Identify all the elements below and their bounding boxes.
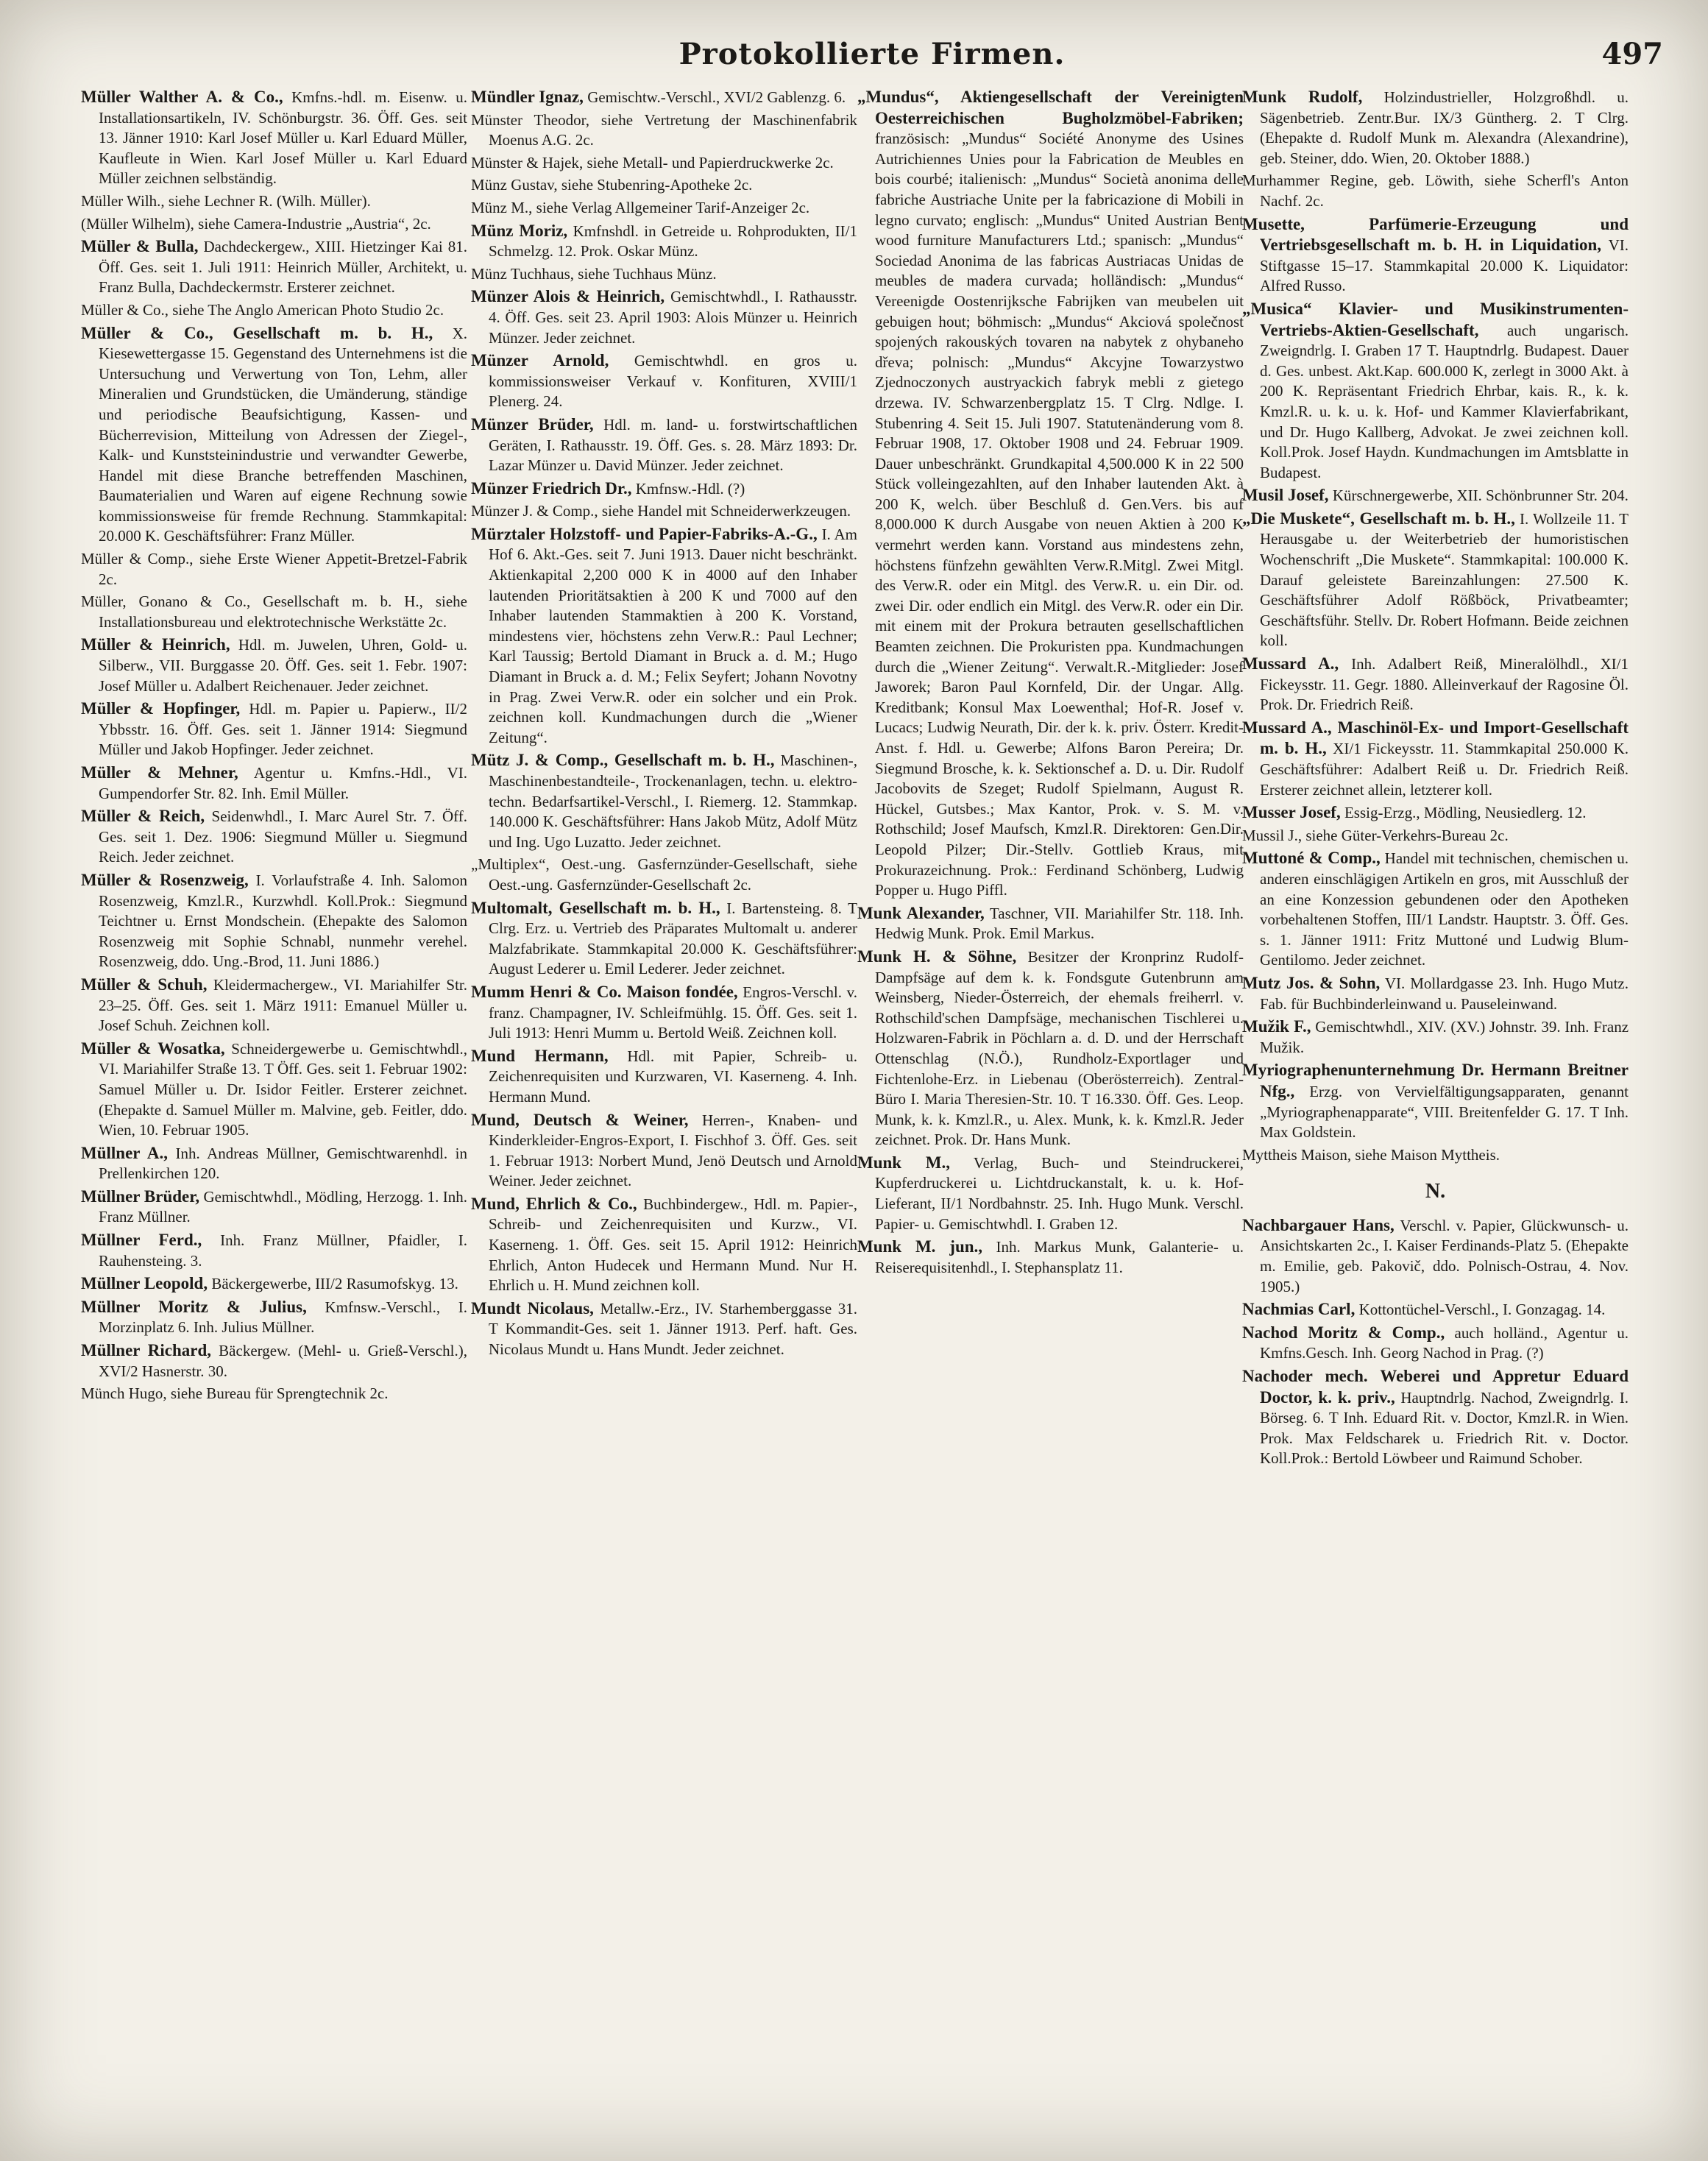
firm-name: Müller Walther A. & Co., (81, 88, 283, 106)
directory-entry (1242, 171, 1629, 211)
firm-name: Münzer Arnold, (471, 351, 609, 370)
entry-text: Agentur u. Kmfns.-Hdl., VI. Gumpendorfer Str. 82. Inh. Emil Müller. (99, 764, 467, 802)
firm-name: Myriographenunternehmung Dr. Hermann Breitner Nfg., (1242, 1061, 1629, 1100)
entry-text: I. Am Hof 6. Akt.-Ges. seit 7. Juni 1913. Dauer nicht beschränkt. Aktienkapital 2,200 000 K in 4000 auf den Inhaber lautenden Prioritätsaktien à 200 K und 7000 auf den Inhaber lautenden Stammaktien à 200 K. Vorstand, mindestens vier, höchstens zehn Verw.R.: Paul Lechner; Karl Taussig; Bertold Diamant in Bruck a. d. M.; Hugo Diamant in Bruck a. d. M.; Felix Seyfert; Johann Novotny in Prag. Zwei Verw.R. oder ein solcher und ein Prok. zeichnen koll. Kundmachungen durch die „Wiener Zeitung“. (489, 525, 857, 746)
firm-name: „Musica“ Klavier- und Musikinstrumenten-Vertriebs-Aktien-Gesellschaft, (1242, 299, 1629, 339)
firm-name: Mussard A., (1242, 654, 1339, 673)
entry-text: Müller & Comp., siehe Erste Wiener Appetit-Bretzel-Fabrik 2c. (81, 550, 467, 588)
firm-name: Munk M., (857, 1153, 950, 1172)
directory-entry (1242, 509, 1629, 651)
directory-entry (1242, 1366, 1629, 1469)
directory-entry (1242, 299, 1629, 483)
directory-entry (81, 698, 467, 760)
entry-text: X. Kiesewettergasse 15. Gegenstand des Unternehmens ist die Untersuchung und Verwertung von Ton, Lehm, aller Mineralien und Grundstücken, die Umänderung, ständige und periodische Beaufsichtigung, Kassen- und Bücherrevision, Mitteilung von Adressen der Ziegel-, Kalk- und Kunststeinindustrie und verwandter Gewerbe, Handel mit diese Branche betreffenden Maschinen, Baumaterialien und Waren auf eigene Rechnung sowie kommissionsweise für fremde Rechnung. Stammkapital: 20.000 K. Geschäftsführer: Franz Müller. (99, 324, 467, 545)
entry-text: Handel mit technischen, chemischen u. anderen einschlägigen Artikeln en gros, mit Ausschluß der an eine Konzession gebundenen oder den Apotheken vorbehaltenen Stoffen, III/1 Landstr. Hauptstr. 3. Öff. Ges. s. 1. Jänner 1911: Fritz Muttoné und Ludwig Blum-Gentilomo. Jeder zeichnet. (1260, 849, 1629, 969)
entry-text: Gemischtw.-Verschl., XVI/2 Gablenzg. 6. (587, 88, 846, 106)
firm-name: Muttoné & Comp., (1242, 849, 1381, 868)
entry-text: Münch Hugo, siehe Bureau für Sprengtechnik 2c. (81, 1384, 389, 1403)
firm-name: Mužik F., (1242, 1017, 1311, 1036)
directory-entry (81, 806, 467, 868)
firm-name: Müllner Richard, (81, 1341, 211, 1360)
firm-name: Müllner Brüder, (81, 1186, 200, 1206)
entry-text: Erzg. von Vervielfältigungsapparaten, genannt „Myriographenapparate“, VIII. Breitenfelder G. 17. T Inh. Max Goldstein. (1260, 1082, 1629, 1142)
directory-entry (1242, 718, 1629, 800)
directory-entry (81, 549, 467, 590)
firm-name: Mündler Ignaz, (471, 88, 584, 106)
directory-entry (471, 198, 857, 219)
firm-name: Müller & Reich, (81, 807, 205, 826)
directory-entry (471, 1298, 857, 1360)
entry-text: VI. Stiftgasse 15–17. Stammkapital 20.000 K. Liquidator: Alfred Russo. (1260, 236, 1629, 295)
directory-entry (471, 264, 857, 285)
directory-entry (857, 1153, 1244, 1234)
firm-name: Müller & Bulla, (81, 237, 199, 256)
directory-entry (81, 191, 467, 212)
directory-entry (81, 1039, 467, 1141)
firm-name: Müller & Rosenzweig, (81, 870, 249, 889)
entry-text: Hdl. m. Papier u. Papierw., II/2 Ybbsstr. 16. Öff. Ges. seit 1. Jänner 1914: Siegmund Müller und Jakob Hopfinger. Jeder zeichnet. (99, 700, 467, 759)
firm-name: Multomalt, Gesellschaft m. b. H., (471, 898, 720, 917)
entry-text: Verschl. v. Papier, Glückwunsch- u. Ansichtskarten 2c., I. Kaiser Ferdinands-Platz 5. (Ehepakte m. Emilie, geb. Pakovič, ddo. Polnisch-Ostrau, 4. Nov. 1905.) (1260, 1216, 1629, 1295)
directory-entry (857, 903, 1244, 944)
entry-text: Gemischtwhdl. en gros u. kommissionsweiser Verkauf v. Konfituren, XVIII/1 Plenerg. 24. (489, 352, 857, 411)
firm-name: Mürztaler Holzstoff- und Papier-Fabriks-A.-G., (471, 524, 818, 543)
directory-entry (81, 1143, 467, 1184)
firm-name: Mundt Nicolaus, (471, 1298, 594, 1318)
directory-entry (471, 501, 857, 522)
entry-text: Münz M., siehe Verlag Allgemeiner Tarif-Anzeiger 2c. (471, 198, 810, 216)
directory-entry (1242, 802, 1629, 824)
directory-entry (857, 87, 1244, 901)
entry-text: Münster & Hajek, siehe Metall- und Papierdruckwerke 2c. (471, 153, 834, 171)
entry-text: Hdl. mit Papier, Schreib- u. Zeichenrequisiten und Kurzwaren, VI. Kaserneng. 4. Inh. Hermann Mund. (489, 1047, 857, 1106)
entry-text: Münzer J. & Comp., siehe Handel mit Schneiderwerkzeugen. (471, 502, 851, 520)
entry-text: I. Bartensteing. 8. T Clrg. Erz. u. Vertrieb des Präparates Multomalt u. anderer Malzfabrikate. Stammkapital 20.000 K. Geschäftsführer: August Lederer u. Emil Lederer. Jeder zeichnet. (489, 899, 857, 978)
directory-entry (471, 87, 857, 108)
entry-text: Herren-, Knaben- und Kinderkleider-Engros-Export, I. Fischhof 3. Öff. Ges. seit 1. Februar 1913: Norbert Mund, Jenö Deutsch und Arnold Weiner. Jeder zeichnet. (489, 1111, 857, 1190)
directory-entry (857, 947, 1244, 1150)
directory-entry (81, 1384, 467, 1404)
directory-entry (81, 592, 467, 632)
firm-name: Nachmias Carl, (1242, 1300, 1356, 1319)
entry-text: Murhammer Regine, geb. Löwith, siehe Scherfl's Anton Nachf. 2c. (1242, 171, 1629, 210)
directory-entry (471, 478, 857, 500)
directory-entry (81, 236, 467, 298)
entry-text: auch holländ., Agentur u. Kmfns.Gesch. Inh. Georg Nachod in Prag. (?) (1260, 1323, 1629, 1362)
directory-entry (81, 323, 467, 548)
entry-text: Buchbindergew., Hdl. m. Papier-, Schreib- und Zeichenrequisiten und Kurzw., VI. Kaserneng. 1. Öff. Ges. seit 15. April 1912: Heinrich Ehrlich, Anton Hudecek und Hermann Mund. Nur H. Ehrlich u. H. Mund zeichnen koll. (489, 1195, 857, 1295)
firm-name: Musser Josef, (1242, 803, 1341, 822)
directory-entry (81, 763, 467, 804)
firm-name: Müllner A., (81, 1143, 168, 1162)
directory-entry (1242, 973, 1629, 1014)
entry-text: französisch: „Mundus“ Société Anonyme des Usines Autrichiennes Unies pour la Fabrication de Meubles en bois courbé; italienisch: „Mundus“ Società anonima delle fabriche Austriache Unite per la fabricazione di Mobili in legno curvato; englisch: „Mundus“ United Austrian Bent wood furniture Manufacturers Ltd.; spanisch: „Mundus“ Sociedad Anonima de las fabricas Austriacas Unidas de meubles de madera curvada; holländisch: „Mundus“ Vereenigde Oostenrijksche Fabrijken van meubelen uit gebuigen hout; böhmisch: „Mundus“ Akciová společnost spojených rakouských tovaren na nabytek z ohybaneho dřeva; polnisch: „Mundus“ Akcyjne Towarzystwo Zjednoczonych austryackich fabryk mebli z gietego drzewa. IV. Schwarzenbergplatz 15. T Clrg. Ndlge. I. Stubenring 4. Seit 15. Juli 1907. Statutenänderung vom 8. Februar 1908, 17. Oktober 1908 und 24. Februar 1909. Dauer unbeschränkt. Grundkapital 4,500.000 K in 22 500 Stück volleingezahlten, auf den Inhaber lautenden Akt. à 200 K, welch. über Beschluß d. Gen.Vers. bis auf 8,000.000 K durch Ausgabe von neuen Aktien à 200 K vermehrt werden kann. Vorstand aus mindestens zehn, höchstens fünfzehn gewählten Verw.R.Mitgl. Zwei Mitgl. des Verw.R. oder ein Mitgl. des Verw.R. u. ein Dir. od. zwei Dir. oder endlich ein Mitgl. des Verw.R. oder ein Dir. mit einem mit der Prokura betrauten gesellschaftlichen Beamten zeichnen. Die Prokuristen ppa. Kundmachungen durch die „Wiener Zeitung“. Verwalt.R.-Mitglieder: Josef Jaworek; Baron Paul Kornfeld, Dir. der Ungar. Allg. Kreditbank; Konsul Max Loewenthal; Hof-R. Josef v. Lucacs; Ludwig Neurath, Dir. der k. k. priv. Österr. Kredit-Anst. f. Hdl. u. Gewerbe; Alfons Baron Pereira; Dr. Siegmund Brosche, k. k. Sektionschef a. D. u. Dir. Rudolf Jacobovits de Szeget; Rudolf Spielmann, August R. Hückel, Gutsbes.; Max Kantor, Prok. v. S. M. v. Rothschild; Josef Maufsch, Kmzl.R. Direktoren: Gen.Dir. Leopold Pilzer; Dir.-Stellv. Gottlieb Kraus, mit Prokurazeichnung. Prok.: Ferdinand Schönberg, Ludwig Popper u. Hugo Piffl. (875, 130, 1244, 899)
firm-name: Nachoder mech. Weberei und Appretur Eduard Doctor, k. k. priv., (1242, 1367, 1629, 1407)
directory-entry (81, 300, 467, 321)
directory-entry (1242, 1299, 1629, 1320)
directory-entry (471, 750, 857, 852)
directory-entry (471, 1194, 857, 1296)
directory-entry (1242, 1016, 1629, 1058)
firm-name: Müller & Co., Gesellschaft m. b. H., (81, 323, 433, 342)
directory-entry (1242, 1215, 1629, 1297)
firm-name: Nachbargauer Hans, (1242, 1215, 1395, 1234)
firm-name: Mütz J. & Comp., Gesellschaft m. b. H., (471, 751, 775, 770)
firm-name: Mund, Deutsch & Weiner, (471, 1110, 689, 1129)
directory-entry (1242, 485, 1629, 506)
entry-text: Müller Wilh., siehe Lechner R. (Wilh. Müller). (81, 191, 371, 210)
firm-name: Münzer Brüder, (471, 414, 594, 434)
entry-text: Bäckergewerbe, III/2 Rasumofskyg. 13. (211, 1275, 458, 1293)
directory-entry (1242, 826, 1629, 846)
entry-text: Münz Gustav, siehe Stubenring-Apotheke 2c. (471, 176, 753, 194)
entry-text: Metallw.-Erz., IV. Starhemberggasse 31. T Kommandit-Ges. seit 1. Jänner 1913. Perf. haft. Ges. Nicolaus Mundt u. Hans Mundt. Jeder zeichnet. (489, 1299, 857, 1359)
firm-name: Mund Hermann, (471, 1046, 609, 1065)
entry-text: Taschner, VII. Mariahilfer Str. 118. Inh. Hedwig Munk. Prok. Emil Markus. (875, 904, 1244, 943)
firm-name: Mund, Ehrlich & Co., (471, 1194, 637, 1213)
entry-text: Müller, Gonano & Co., Gesellschaft m. b. H., siehe Installationsbureau und elektrotechnische Werkstätte 2c. (81, 593, 467, 631)
directory-entry (471, 350, 857, 412)
directory-entry (471, 1046, 857, 1108)
firm-name: Müllner Moritz & Julius, (81, 1297, 307, 1316)
entry-text: Holzindustrieller, Holzgroßhdl. u. Sägenbetrieb. Zentr.Bur. IX/3 Güntherg. 2. T Clrg. (Ehepakte d. Rudolf Munk m. Alexandra (Alexandrine), geb. Steiner, ddo. Wien, 20. Oktober 1888.) (1260, 88, 1629, 167)
entry-text: Gemischtwhdl., Mödling, Herzogg. 1. Inh. Franz Müllner. (99, 1187, 467, 1226)
firm-name: Münz Moriz, (471, 221, 568, 240)
directory-entry (1242, 1323, 1629, 1364)
directory-entry (1242, 654, 1629, 715)
entry-text: Kmfnshdl. in Getreide u. Rohprodukten, II/1 Schmelzg. 12. Prok. Oskar Münz. (489, 222, 857, 261)
firm-name: „Mundus“, Aktiengesellschaft der Vereinigten Oesterreichischen Bugholzmöbel-Fabriken; (857, 88, 1244, 127)
entry-text: Dachdeckergew., XIII. Hietzinger Kai 81. Öff. Ges. seit 1. Juli 1911: Heinrich Müller, Architekt, u. Franz Bulla, Dachdeckermstr. Ersterer zeichnet. (99, 238, 467, 297)
entry-text: Myttheis Maison, siehe Maison Myttheis. (1242, 1145, 1500, 1164)
entry-text: I. Wollzeile 11. T Herausgabe u. der Weiterbetrieb der humoristischen Wochenschrift „Die Muskete“. Stammkapital: 100.000 K. Darauf geleistete Bareinzahlungen: 27.500 K. Geschäftsführer Adolf Rößböck, Privatbeamter; Geschäftsführ. Stellv. Dr. Robert Hofmann. Beide zeichnen koll. (1260, 509, 1629, 650)
directory-entry (471, 110, 857, 151)
directory-entry (1242, 214, 1629, 297)
directory-entry (81, 87, 467, 189)
directory-entry (471, 175, 857, 196)
firm-name: Müller & Schuh, (81, 975, 208, 994)
page-number: 497 (1601, 37, 1663, 71)
directory-entry (471, 898, 857, 980)
column-1 (81, 87, 467, 2118)
directory-entry (81, 1186, 467, 1228)
firm-name: Munk Rudolf, (1242, 88, 1363, 106)
firm-name: Müller & Mehner, (81, 763, 238, 782)
directory-entry (1242, 1145, 1629, 1166)
entry-text: Münz Tuchhaus, siehe Tuchhaus Münz. (471, 264, 717, 283)
column-4 (1242, 87, 1629, 2118)
entry-text: Kottontüchel-Verschl., I. Gonzagag. 14. (1358, 1301, 1606, 1319)
entry-text: Kleidermachergew., VI. Mariahilfer Str. 23–25. Öff. Ges. seit 1. März 1911: Emanuel Müller u. Josef Schuh. Zeichnen koll. (99, 975, 467, 1035)
firm-name: Mumm Henri & Co. Maison fondée, (471, 982, 738, 1001)
entry-text: Bäckergew. (Mehl- u. Grieß-Verschl.), XVI/2 Hasnerstr. 30. (99, 1342, 467, 1380)
entry-text: auch ungarisch. Zweigndrlg. I. Graben 17 T. Hauptndrlg. Budapest. Dauer d. Ges. unbest. Akt.Kap. 600.000 K, zerlegt in 3000 Akt. à 200 K. Repräsentant Friedrich Ehrbar, kais. R., k. k. Kmzl.R. u. k. u. k. Hof- und Kammer Klavierfabrikant, und Dr. Hugo Kallberg, Advokat. Je zwei zeichnen koll. Koll.Prok. Josef Haydn. Kundmachungen im Amtsblatte in Budapest. (1260, 321, 1629, 481)
entry-text: Inh. Andreas Müllner, Gemischtwarenhdl. in Prellenkirchen 120. (99, 1144, 467, 1183)
entry-text: Inh. Adalbert Reiß, Mineralölhdl., XI/1 Fickeysstr. 11. Gegr. 1880. Alleinverkauf der Ragosine Öl. Prok. Dr. Friedrich Reiß. (1260, 655, 1629, 714)
directory-entry (81, 1230, 467, 1271)
directory-entry (471, 221, 857, 262)
entry-text: Kürschnergewerbe, XII. Schönbrunner Str. 204. (1332, 487, 1629, 505)
entry-text: Hdl. m. land- u. forstwirtschaftlichen Geräten, I. Rathausstr. 19. Öff. Ges. s. 28. März 1893: Dr. Lazar Münzer u. David Münzer. Jeder zeichnet. (489, 415, 857, 475)
firm-name: Mussard A., Maschinöl-Ex- und Import-Gesellschaft m. b. H., (1242, 718, 1629, 758)
directory-entry (471, 855, 857, 895)
directory-entry (81, 214, 467, 235)
entry-text: Inh. Franz Müllner, Pfaidler, I. Rauhensteing. 3. (99, 1231, 467, 1270)
entry-text: Kmfns.-hdl. m. Eisenw. u. Installationsartikeln, IV. Schönburgstr. 36. Öff. Ges. seit 13. Jänner 1910: Karl Josef Müller u. Karl Eduard Müller, Kaufleute in Wien. Karl Josef Müller u. Karl Eduard Müller zeichnen selbständig. (99, 88, 467, 188)
firm-name: Müller & Heinrich, (81, 635, 230, 654)
entry-text: (Müller Wilhelm), siehe Camera-Industrie „Austria“, 2c. (81, 214, 431, 233)
directory-entry (81, 634, 467, 696)
page-header (81, 37, 1663, 81)
directory-entry (471, 414, 857, 476)
entry-text: VI. Mollardgasse 23. Inh. Hugo Mutz. Fab. für Buchbinderleinwand u. Pauseleinwand. (1260, 974, 1629, 1013)
firm-name: Musette, Parfümerie-Erzeugung und Vertriebsgesellschaft m. b. H. in Liquidation, (1242, 214, 1629, 255)
directory-entry (81, 870, 467, 972)
directory-entry (471, 524, 857, 749)
firm-name: Nachod Moritz & Comp., (1242, 1323, 1445, 1342)
page-title: Protokollierte Firmen. (678, 37, 1066, 71)
entry-text: Essig-Erzg., Mödling, Neusiedlerg. 12. (1344, 804, 1587, 822)
entry-text: Maschinen-, Maschinenbestandteile-, Trockenanlagen, techn. u. elektro-techn. Bedarfsartikel-Verschl., I. Riemerg. 12. Stammkap. 140.000 K. Geschäftsführer: Hans Jakob Mütz, Adolf Mütz und Ing. Ugo Luzatto. Jeder zeichnet. (489, 751, 857, 851)
entry-text: Münster Theodor, siehe Vertretung der Maschinenfabrik Moenus A.G. 2c. (471, 110, 857, 149)
directory-entry (81, 1297, 467, 1338)
firm-name: Münzer Alois & Heinrich, (471, 287, 665, 306)
firm-name: Musil Josef, (1242, 486, 1329, 505)
directory-entry (471, 982, 857, 1044)
entry-text: XI/1 Fickeysstr. 11. Stammkapital 250.000 K. Geschäftsführer: Adalbert Reiß u. Dr. Friedrich Reiß. Ersterer zeichnet allein, letzterer koll. (1260, 740, 1629, 799)
firm-name: Munk M. jun., (857, 1237, 983, 1256)
firm-name: Müller & Hopfinger, (81, 699, 241, 718)
entry-text: „Multiplex“, Oest.-ung. Gasfernzünder-Gesellschaft, siehe Oest.-ung. Gasfernzünder-Gesellschaft 2c. (471, 855, 857, 894)
firm-name: Müllner Leopold, (81, 1274, 208, 1293)
column-3 (857, 87, 1244, 2118)
firm-name: Mutz Jos. & Sohn, (1242, 973, 1381, 992)
entry-text: Hdl. m. Juwelen, Uhren, Gold- u. Silberw., VII. Burggasse 20. Öff. Ges. seit 1. Febr. 1907: Josef Müller u. Adalbert Reichenauer. Jeder zeichnet. (99, 636, 467, 695)
entry-text: Inh. Markus Munk, Galanterie- u. Reiserequisitenhdl., I. Stephansplatz 11. (875, 1238, 1244, 1276)
directory-entry (471, 153, 857, 174)
entry-text: Engros-Verschl. v. franz. Champagner, IV. Schleifmühlg. 15. Öff. Ges. seit 1. Juli 1913: Henri Mumm u. Bertold Weiß. Zeichnen koll. (489, 983, 857, 1042)
firm-name: Müller & Wosatka, (81, 1039, 225, 1058)
entry-text: Mussil J., siehe Güter-Verkehrs-Bureau 2c. (1242, 826, 1509, 844)
directory-entry (471, 1110, 857, 1192)
firm-name: Munk H. & Söhne, (857, 947, 1017, 966)
entry-text: Müller & Co., siehe The Anglo American Photo Studio 2c. (81, 300, 444, 319)
directory-entry (1242, 848, 1629, 971)
directory-entry (81, 1340, 467, 1382)
directory-entry (471, 286, 857, 348)
firm-name: „Die Muskete“, Gesellschaft m. b. H., (1242, 509, 1515, 528)
entry-text: Kmfnsw.-Hdl. (?) (635, 479, 745, 498)
firm-name: Munk Alexander, (857, 903, 985, 922)
entry-text: I. Vorlaufstraße 4. Inh. Salomon Rosenzweig, Kmzl.R., Kurzwhdl. Koll.Prok.: Siegmund Teichtner u. Ernst Mondschein. (Ehepakte des Salomon Rosenzweig mit Sophie Schnabl, nunmehr verehel. Rosenzweig, ddo. Ung.-Brod, 11. Juni 1886.) (99, 871, 467, 971)
entry-text: Seidenwhdl., I. Marc Aurel Str. 7. Öff. Ges. seit 1. Dez. 1906: Siegmund Müller u. Siegmund Reich. Jeder zeichnet. (99, 807, 467, 866)
entry-text: Verlag, Buch- und Steindruckerei, Kupferdruckerei u. Lichtdruckanstalt, k. u. k. Hof-Lieferant, II/1 Nordbahnstr. 25. Inh. Hugo Munk. Verschl. Papier- u. Gemischtwhdl. I. Graben 12. (875, 1153, 1244, 1233)
directory-entry (81, 975, 467, 1036)
entry-text: Hauptndrlg. Nachod, Zweigndrlg. I. Börseg. 6. T Inh. Eduard Rit. v. Doctor, Kmzl.R. in Wien. Prok. Max Feldscharek u. Friedrich Rit. v. Doctor. Koll.Prok.: Bertold Löwbeer und Raimund Schober. (1260, 1388, 1629, 1468)
directory-entry (1242, 1060, 1629, 1142)
entry-text: Kmfnsw.-Verschl., I. Morzinplatz 6. Inh. Julius Müllner. (99, 1298, 467, 1337)
directory-entry (81, 1273, 467, 1295)
directory-entry (1242, 87, 1629, 169)
section-letter: N. (1425, 1180, 1446, 1203)
firm-name: Münzer Friedrich Dr., (471, 478, 632, 498)
directory-entry (857, 1237, 1244, 1278)
firm-name: Müllner Ferd., (81, 1231, 202, 1250)
entry-text: Gemischtwhdl., XIV. (XV.) Johnstr. 39. Inh. Franz Mužik. (1260, 1018, 1629, 1056)
entry-text: Schneidergewerbe u. Gemischtwhdl., VI. Mariahilfer Straße 13. T Öff. Ges. seit 1. Februar 1902: Samuel Müller u. Dr. Isidor Feitler. Ersterer zeichnet. (Ehepakte d. Samuel Müller m. Malvine, geb. Feitler, ddo. Wien, 10. Februar 1905. (99, 1039, 467, 1139)
entry-text: Gemischtwhdl., I. Rathausstr. 4. Öff. Ges. seit 23. April 1903: Alois Münzer u. Heinrich Münzer. Jeder zeichnet. (489, 288, 857, 347)
entry-text: Besitzer der Kronprinz Rudolf-Dampfsäge auf dem k. k. Fondsgute Gutenbrunn am Weinsberg, Nieder-Österreich, der ehemals freiherrl. v. Rothschild'schen Dampfsäge, mechanischen Tischlerei u. Holzwaren-Fabrik in Pöchlarn a. d. D. und der Herrschaft Ottenschlag (N.Ö.), Rundholz-Exportlager und Fichtenlohe-Erz. in Liebenau (Oberösterreich). Zentral-Büro I. Maria Theresien-Str. 10. T 16.330. Öff. Ges. Leop. Munk, k. k. Kmzl.R., u. Alex. Munk, k. k. Kmzl.R. Jeder zeichnet. Prok. Dr. Hans Munk. (875, 947, 1244, 1149)
column-2 (471, 87, 857, 2118)
